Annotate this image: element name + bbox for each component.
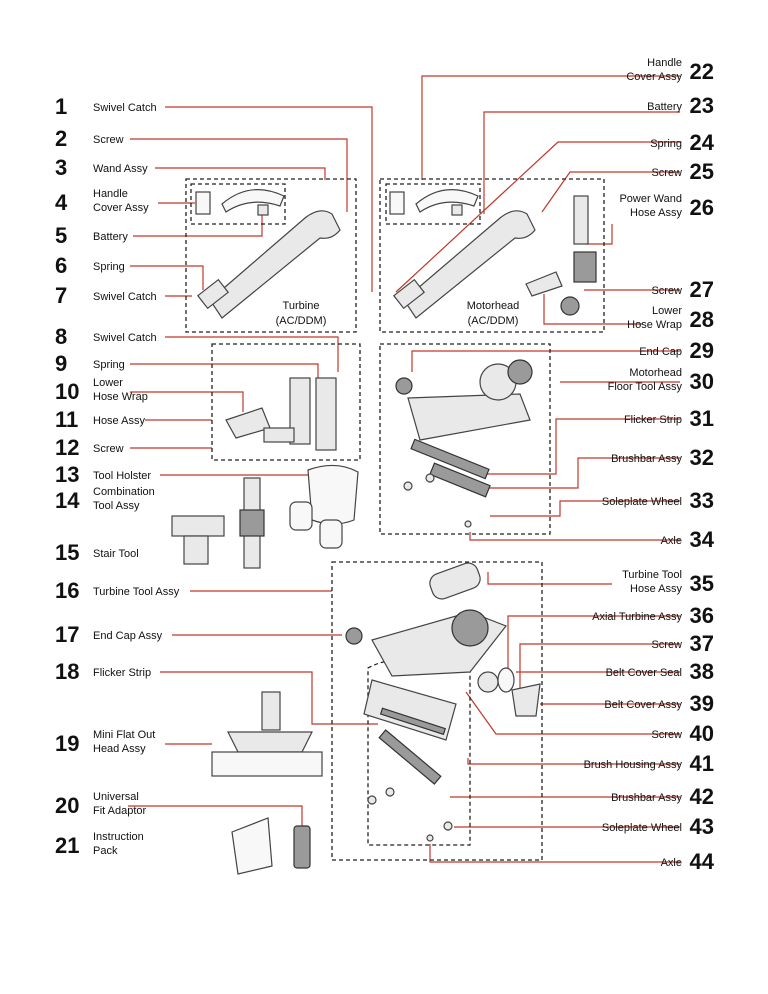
part-name: Brush Housing Assy — [583, 759, 682, 771]
part-name: Tool Holster — [93, 470, 152, 482]
part-label-44 — [661, 849, 715, 874]
part-number: 23 — [689, 93, 714, 118]
part-label-41 — [584, 751, 714, 776]
part-number: 11 — [55, 407, 79, 432]
wand-turbine-illustration — [196, 190, 340, 318]
part-name: Axle — [660, 857, 682, 869]
part-number: 30 — [689, 369, 714, 394]
part-label-13 — [55, 462, 151, 487]
part-name: End Cap — [639, 346, 682, 358]
part-label-32 — [611, 445, 714, 470]
part-name: Soleplate Wheel — [601, 822, 682, 834]
part-number: 24 — [689, 130, 714, 155]
part-label-42 — [611, 784, 714, 809]
part-name: Cover Assy — [93, 202, 149, 214]
part-label-33 — [602, 488, 714, 513]
part-label-14 — [55, 486, 155, 513]
part-number: 44 — [689, 849, 714, 874]
caption-motorhead-line1: Motorhead — [466, 300, 520, 312]
part-name: Fit Adaptor — [93, 805, 147, 817]
part-number: 40 — [689, 721, 714, 746]
part-label-17 — [55, 622, 163, 647]
part-label-43 — [602, 814, 714, 839]
part-name: Battery — [93, 231, 128, 243]
part-name: Hose Wrap — [93, 391, 148, 403]
part-label-39 — [604, 691, 714, 716]
part-number: 35 — [689, 571, 714, 596]
part-number: 15 — [55, 540, 80, 565]
part-label-24 — [650, 130, 715, 155]
motorhead-floor-tool-illustration — [396, 360, 532, 527]
part-name: Handle — [93, 188, 128, 200]
part-number: 9 — [55, 351, 68, 376]
part-label-1 — [55, 94, 157, 119]
part-label-3 — [55, 155, 148, 180]
part-number: 17 — [55, 622, 80, 647]
part-name: Screw — [651, 167, 682, 179]
part-name: End Cap Assy — [93, 630, 163, 642]
part-number: 8 — [55, 324, 68, 349]
part-number: 19 — [55, 731, 80, 756]
part-name: Hose Wrap — [627, 319, 682, 331]
part-number: 42 — [689, 784, 714, 809]
part-label-37 — [651, 631, 714, 656]
part-number: 34 — [689, 527, 714, 552]
part-label-23 — [647, 93, 714, 118]
part-number: 26 — [689, 195, 714, 220]
part-label-34 — [661, 527, 715, 552]
part-name: Flicker Strip — [93, 667, 152, 679]
part-number: 4 — [55, 190, 68, 215]
part-number: 29 — [689, 338, 714, 363]
caption-turbine-line1: Turbine — [282, 300, 320, 312]
part-name: Handle — [647, 57, 682, 69]
part-number: 36 — [689, 603, 714, 628]
part-name: Lower — [93, 377, 123, 389]
part-name: Soleplate Wheel — [601, 496, 682, 508]
part-name: Cover Assy — [626, 71, 682, 83]
part-name: Stair Tool — [93, 548, 139, 560]
part-name: Wand Assy — [93, 163, 148, 175]
part-label-11 — [55, 407, 145, 432]
part-label-5 — [55, 223, 128, 248]
part-number: 18 — [55, 659, 80, 684]
part-label-6 — [55, 253, 125, 278]
part-number: 25 — [689, 159, 714, 184]
part-number: 5 — [55, 223, 68, 248]
part-number: 14 — [55, 488, 80, 513]
part-label-36 — [592, 603, 714, 628]
part-label-25 — [651, 159, 714, 184]
part-number: 41 — [689, 751, 714, 776]
part-label-10 — [55, 377, 148, 404]
part-number: 31 — [689, 406, 714, 431]
wand-motorhead-illustration — [390, 190, 596, 318]
part-label-8 — [55, 324, 157, 349]
part-number: 7 — [55, 283, 68, 308]
part-name: Universal — [93, 791, 139, 803]
left-part-labels — [55, 94, 180, 858]
part-label-2 — [55, 126, 124, 151]
part-number: 27 — [689, 277, 714, 302]
part-name: Screw — [651, 729, 682, 741]
part-label-16 — [55, 578, 180, 603]
part-name: Turbine Tool Assy — [93, 586, 180, 598]
part-label-15 — [55, 540, 139, 565]
part-name: Spring — [93, 359, 125, 371]
part-number: 6 — [55, 253, 68, 278]
part-number: 32 — [689, 445, 714, 470]
part-name: Instruction — [93, 831, 144, 843]
part-label-7 — [55, 283, 157, 308]
part-number: 20 — [55, 793, 80, 818]
part-label-28 — [627, 305, 714, 332]
part-name: Swivel Catch — [93, 102, 157, 114]
part-label-20 — [55, 791, 147, 818]
part-name: Power Wand — [619, 193, 682, 205]
part-name: Belt Cover Seal — [605, 667, 682, 679]
part-number: 33 — [689, 488, 714, 513]
part-name: Brushbar Assy — [611, 792, 682, 804]
part-name: Screw — [651, 285, 682, 297]
part-label-26 — [619, 193, 714, 220]
part-name: Spring — [650, 138, 682, 150]
part-name: Axial Turbine Assy — [592, 611, 682, 623]
adaptor-and-pack-illustration — [232, 818, 310, 874]
part-label-27 — [651, 277, 714, 302]
part-name: Mini Flat Out — [93, 729, 156, 741]
part-number: 3 — [55, 155, 68, 180]
part-name: Screw — [93, 443, 124, 455]
part-number: 13 — [55, 462, 80, 487]
part-name: Tool Assy — [93, 500, 140, 512]
part-name: Axle — [660, 535, 682, 547]
part-name: Turbine Tool — [622, 569, 682, 581]
part-name: Brushbar Assy — [611, 453, 682, 465]
part-name: Battery — [647, 101, 682, 113]
caption-turbine — [276, 300, 327, 327]
part-name: Spring — [93, 261, 125, 273]
part-number: 37 — [689, 631, 714, 656]
right-part-labels — [584, 57, 715, 874]
part-number: 21 — [55, 833, 80, 858]
part-name: Flicker Strip — [623, 414, 682, 426]
part-label-22 — [626, 57, 714, 84]
part-number: 2 — [55, 126, 68, 151]
part-name: Screw — [651, 639, 682, 651]
part-label-29 — [639, 338, 714, 363]
part-number: 28 — [689, 307, 714, 332]
caption-turbine-line2: (AC/DDM) — [275, 315, 327, 327]
part-number: 38 — [689, 659, 714, 684]
part-number: 10 — [55, 379, 80, 404]
part-label-38 — [606, 659, 714, 684]
part-name: Pack — [93, 845, 118, 857]
part-name: Belt Cover Assy — [604, 699, 682, 711]
part-label-40 — [651, 721, 714, 746]
turbine-tool-illustration — [346, 560, 540, 841]
part-name: Lower — [652, 305, 682, 317]
part-label-12 — [55, 435, 124, 460]
part-name: Hose Assy — [630, 207, 682, 219]
part-number: 16 — [55, 578, 80, 603]
part-name: Swivel Catch — [93, 332, 157, 344]
part-label-31 — [624, 406, 714, 431]
mini-flat-out-head-illustration — [212, 692, 322, 776]
caption-motorhead — [467, 300, 520, 327]
part-number: 12 — [55, 435, 80, 460]
tool-illustrations — [172, 465, 358, 568]
part-name: Head Assy — [93, 743, 146, 755]
caption-motorhead-line2: (AC/DDM) — [467, 315, 519, 327]
part-label-19 — [55, 729, 155, 756]
part-name: Combination — [93, 486, 155, 498]
part-number: 1 — [55, 94, 68, 119]
part-label-21 — [55, 831, 144, 858]
part-label-18 — [55, 659, 151, 684]
part-name: Hose Assy — [93, 415, 145, 427]
part-number: 22 — [689, 59, 714, 84]
part-label-35 — [622, 569, 714, 596]
part-number: 39 — [689, 691, 714, 716]
part-name: Motorhead — [629, 367, 682, 379]
part-label-4 — [55, 188, 149, 215]
part-name: Swivel Catch — [93, 291, 157, 303]
part-name: Hose Assy — [630, 583, 682, 595]
part-name: Floor Tool Assy — [607, 381, 682, 393]
part-number: 43 — [689, 814, 714, 839]
part-name: Screw — [93, 134, 124, 146]
part-label-9 — [55, 351, 125, 376]
hose-illustration — [226, 378, 336, 450]
part-label-30 — [608, 367, 714, 394]
